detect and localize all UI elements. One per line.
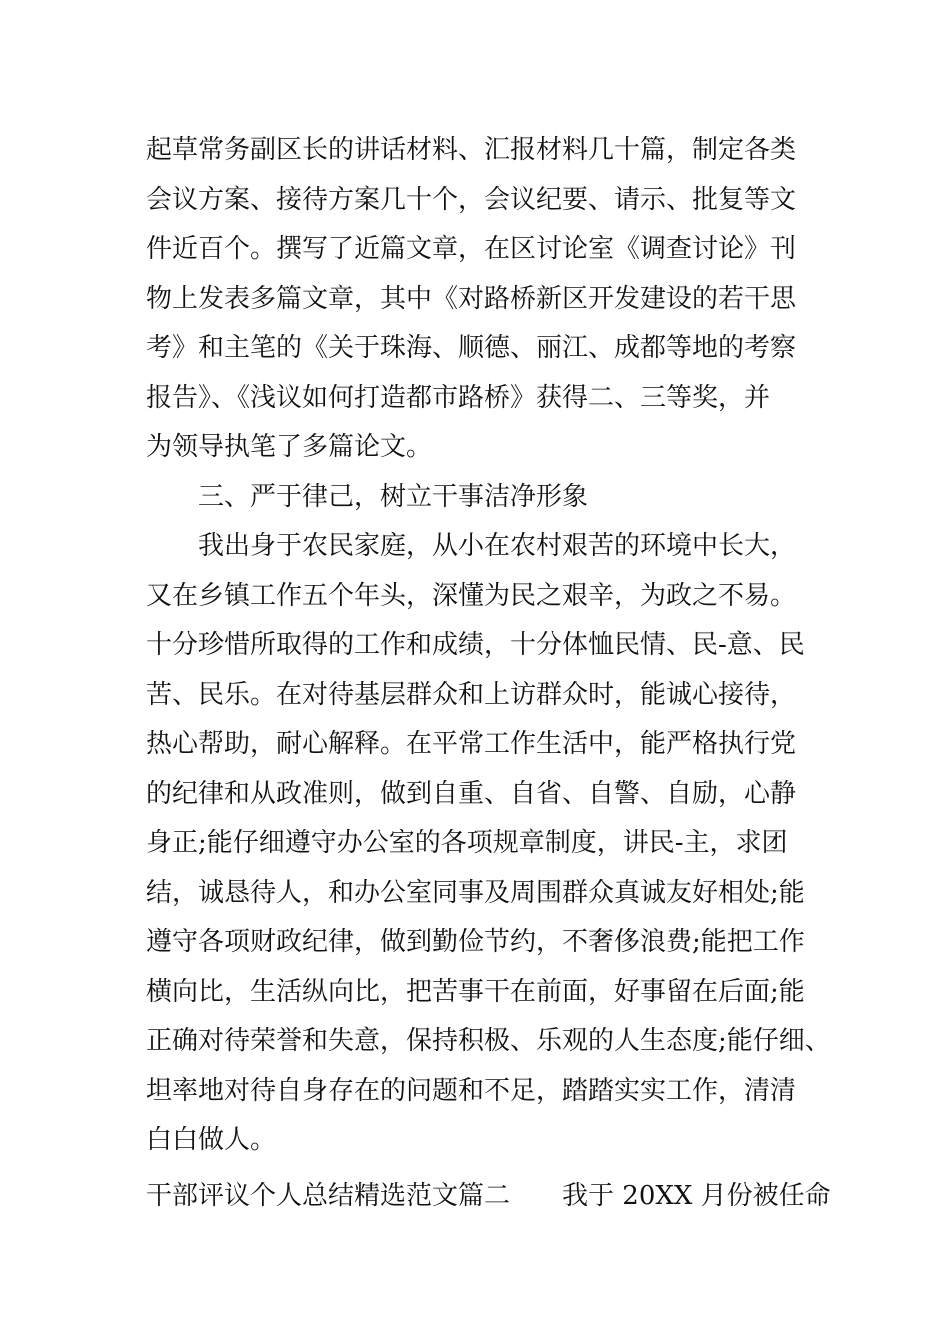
section-heading: 三、严于律己，树立干事洁净形象 xyxy=(198,481,589,512)
paragraph-line: 报告》、《浅议如何打造都市路桥》获得二、三等奖，并 xyxy=(146,382,771,413)
paragraph-line: 遵守各项财政纪律，做到勤俭节约，不奢侈浪费;能把工作 xyxy=(146,927,805,957)
paragraph-line: 横向比，生活纵向比，把苦事干在前面，好事留在后面;能 xyxy=(146,976,805,1007)
paragraph-line: 物上发表多篇文章，其中《对路桥新区开发建设的若干思 xyxy=(146,283,797,314)
paragraph-line: 正确对待荣誉和失意，保持积极、乐观的人生态度;能仔细、 xyxy=(146,1026,831,1056)
paragraph-line: 身正;能仔细遵守办公室的各项规章制度，讲民-主，求团 xyxy=(146,828,788,858)
next-article-title: 干部评议个人总结精选范文篇二 xyxy=(146,1181,511,1211)
paragraph-line: 又在乡镇工作五个年头，深懂为民之艰辛，为政之不易。 xyxy=(146,580,797,611)
paragraph-line: 为领导执笔了多篇论文。 xyxy=(146,432,433,462)
paragraph-line: 起草常务副区长的讲话材料、汇报材料几十篇，制定各类 xyxy=(146,135,797,165)
paragraph-line: 考》和主笔的《关于珠海、顺德、丽江、成都等地的考察 xyxy=(146,333,797,363)
paragraph-line: 结，诚恳待人，和办公室同事及周围群众真诚友好相处;能 xyxy=(146,877,805,908)
paragraph-line: 的纪律和从政准则，做到自重、自省、自警、自励，心静 xyxy=(146,778,797,809)
next-article-continuation: 我于 20XX 月份被任命 xyxy=(562,1181,831,1211)
next-article-line xyxy=(146,1172,836,1222)
paragraph-line: 会议方案、接待方案几十个，会议纪要、请示、批复等文 xyxy=(146,184,797,215)
paragraph-line: 十分珍惜所取得的工作和成绩，十分体恤民情、民-意、民 xyxy=(146,630,805,660)
paragraph-line: 热心帮助，耐心解释。在平常工作生活中，能严格执行党 xyxy=(146,729,797,759)
paragraph-line: 坦率地对待自身存在的问题和不足，踏踏实实工作，清清 xyxy=(146,1075,797,1106)
paragraph-line: 白白做人。 xyxy=(146,1125,277,1155)
paragraph-line: 件近百个。撰写了近篇文章，在区讨论室《调查讨论》刊 xyxy=(146,234,797,264)
paragraph-line: 我出身于农民家庭，从小在农村艰苦的环境中长大， xyxy=(198,531,797,561)
body-text xyxy=(146,126,836,1166)
paragraph-line: 苦、民乐。在对待基层群众和上访群众时，能诚心接待， xyxy=(146,679,797,710)
